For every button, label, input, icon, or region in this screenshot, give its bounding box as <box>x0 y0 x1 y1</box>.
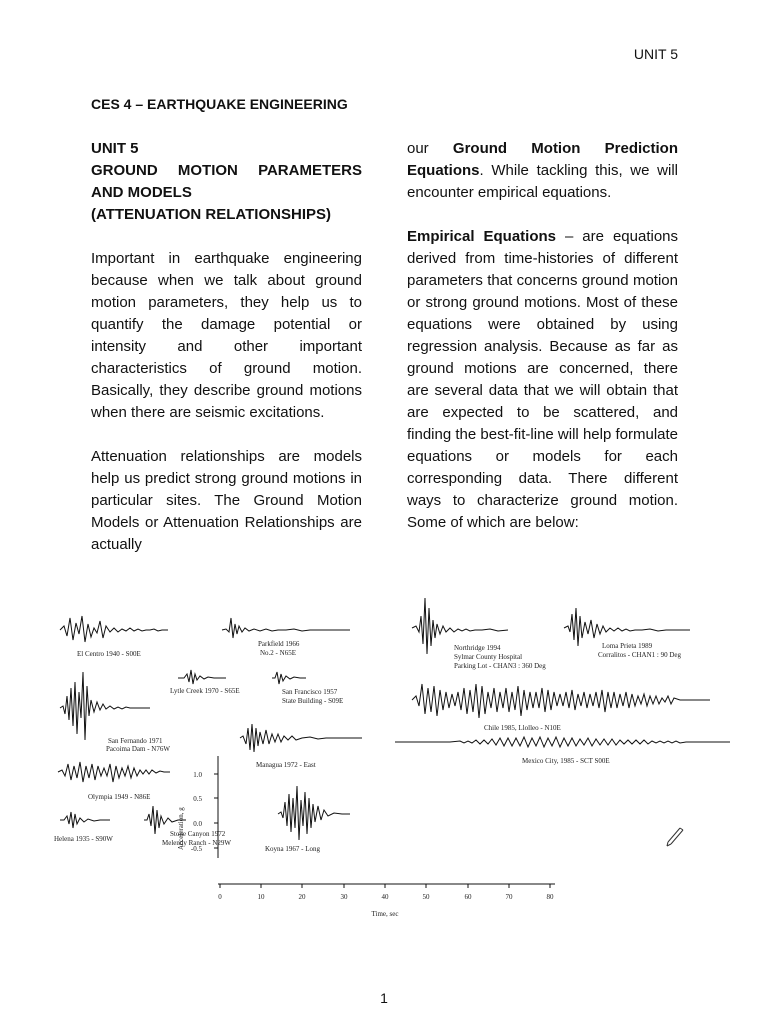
gmpe-bold-term: Ground Motion Prediction Equations <box>407 140 678 179</box>
x-tick-0: 0 <box>218 893 222 901</box>
trace-el-centro <box>60 616 168 642</box>
x-tick-40: 40 <box>381 893 389 901</box>
empirical-bold-term: Empirical Equations <box>407 228 557 245</box>
label-lytle-creek: Lytle Creek 1970 - S65E <box>170 687 240 695</box>
label-stone-canyon-2: Melendy Ranch - N29W <box>162 839 232 847</box>
heading-line-3: AND MODELS <box>91 184 192 201</box>
x-tick-80: 80 <box>546 893 554 901</box>
y-tick-4: -0.5 <box>190 845 202 853</box>
paragraph-importance: Important in earthquake engineering because when we talk about ground motion parameters, they help us to quantify the damage potential or intensity and other important characteristics of ground motion. Basically, they describe ground motions when there are seismic excitations. <box>91 250 362 421</box>
right-column <box>407 138 678 556</box>
label-san-francisco-2: State Building - S09E <box>282 697 344 705</box>
page-number: 1 <box>380 990 388 1006</box>
heading-line-2 <box>91 160 362 182</box>
heading-word-ground: GROUND <box>91 162 158 179</box>
trace-san-francisco <box>272 672 306 684</box>
label-san-fernando-1: San Fernando 1971 <box>108 737 163 745</box>
label-northridge-2: Sylmar County Hospital <box>454 653 523 661</box>
paragraph-gmpe <box>407 138 678 204</box>
label-northridge-1: Northridge 1994 <box>454 644 501 652</box>
trace-helena <box>60 812 110 828</box>
x-axis-label: Time, sec <box>371 910 399 918</box>
label-chile: Chile 1985, Llolleo - N10E <box>484 724 561 732</box>
label-northridge-3: Parking Lot - CHAN3 : 360 Deg <box>454 662 546 670</box>
page-header-unit: UNIT 5 <box>633 46 678 62</box>
trace-olympia <box>58 762 170 782</box>
label-san-fernando-2: Pacoima Dam - N76W <box>106 745 170 753</box>
heading-line-1: UNIT 5 <box>91 140 139 157</box>
gmpe-post-text: . While tackling this, we will encounter empirical equations. <box>407 162 678 201</box>
section-heading <box>91 138 362 226</box>
trace-chile <box>412 684 710 718</box>
label-parkfield-1: Parkfield 1966 <box>258 640 300 648</box>
trace-san-fernando <box>60 672 150 740</box>
x-tick-30: 30 <box>340 893 348 901</box>
heading-word-motion: MOTION <box>177 162 238 179</box>
document-title: CES 4 – EARTHQUAKE ENGINEERING <box>91 96 348 112</box>
label-el-centro: El Centro 1940 - S00E <box>77 650 141 658</box>
y-tick-2: 0.5 <box>193 795 202 803</box>
trace-lytle-creek <box>178 670 226 684</box>
paragraph-attenuation: Attenuation relationships are models help us predict strong ground motions in particular sites. The Ground Motion Models or Attenuation Relationships are actually <box>91 448 362 553</box>
trace-parkfield <box>222 618 350 638</box>
label-helena: Helena 1935 - S90W <box>54 835 113 843</box>
empirical-post-text: – are equations derived from time-histories of different parameters that concerns ground motion or strong ground motions. Most of these equations were obtained by using regression analysis. Because as far as ground motions are concerned, there are several data that we will obtain that are expected to be scattered, and finding the best-fit-line will help formulate equations or models for each corresponding data. There different ways to characterize ground motion. Some of which are below: <box>407 228 679 531</box>
heading-line-4: (ATTENUATION RELATIONSHIPS) <box>91 206 331 223</box>
label-koyna: Koyna 1967 - Long <box>265 845 321 853</box>
label-san-francisco-1: San Francisco 1957 <box>282 688 338 696</box>
seismogram-figure <box>50 588 740 938</box>
x-tick-60: 60 <box>464 893 472 901</box>
label-olympia: Olympia 1949 - N86E <box>88 793 151 801</box>
trace-managua <box>240 724 362 752</box>
heading-word-parameters: PARAMETERS <box>258 162 362 179</box>
y-axis-label: Acceleration, g <box>177 807 185 850</box>
pencil-icon <box>667 828 683 846</box>
label-loma-prieta-1: Loma Prieta 1989 <box>602 642 653 650</box>
label-parkfield-2: No.2 - N65E <box>260 649 296 657</box>
left-column <box>91 138 362 578</box>
x-tick-70: 70 <box>505 893 513 901</box>
label-managua: Managua 1972 - East <box>256 761 316 769</box>
label-loma-prieta-2: Corralitos - CHAN1 : 90 Deg <box>598 651 682 659</box>
label-mexico-city: Mexico City, 1985 - SCT S00E <box>522 757 610 765</box>
trace-koyna <box>278 786 350 840</box>
trace-mexico <box>395 737 730 747</box>
x-tick-10: 10 <box>257 893 265 901</box>
trace-loma-prieta <box>564 608 690 646</box>
gmpe-pre-text: our <box>407 140 453 157</box>
x-tick-20: 20 <box>298 893 306 901</box>
label-stone-canyon-1: Stone Canyon 1972 <box>170 830 226 838</box>
y-tick-1: 1.0 <box>193 771 202 779</box>
paragraph-empirical <box>407 226 678 534</box>
x-tick-50: 50 <box>422 893 430 901</box>
y-tick-3: 0.0 <box>193 820 202 828</box>
